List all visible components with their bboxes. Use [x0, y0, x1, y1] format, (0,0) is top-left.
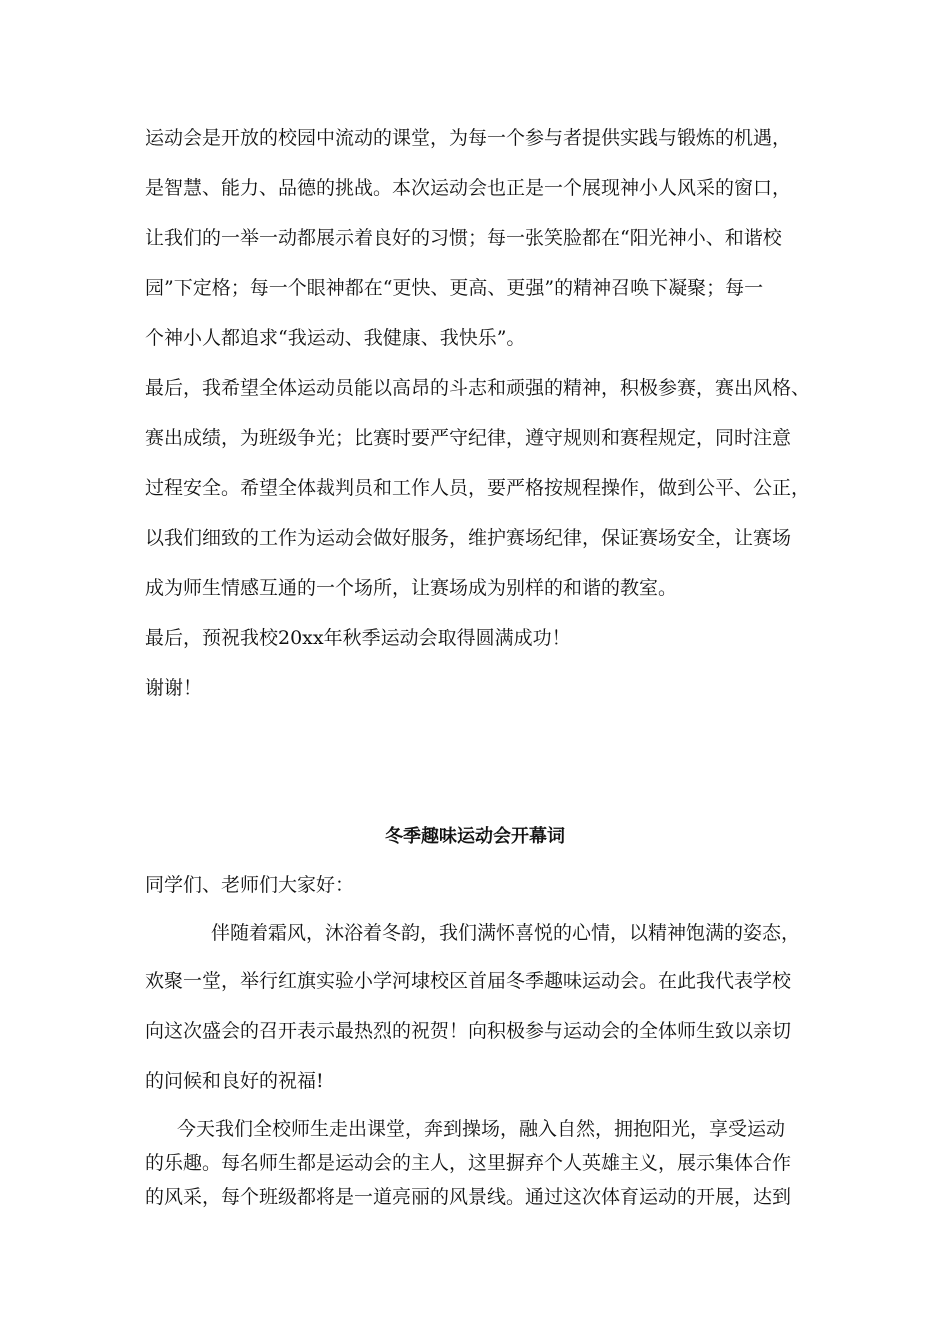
body-text-line: 的乐趣。每名师生都是运动会的主人，这里摒弃个人英雄主义，展示集体合作: [145, 1152, 792, 1174]
body-text-line: 今天我们全校师生走出课堂，奔到操场，融入自然，拥抱阳光，享受运动: [177, 1118, 786, 1140]
body-text-line: 以我们细致的工作为运动会做好服务，维护赛场纪律，保证赛场安全，让赛场: [145, 527, 792, 549]
section-title: 冬季趣味运动会开幕词: [385, 826, 565, 847]
body-text-line: 成为师生情感互通的一个场所，让赛场成为别样的和谐的教室。: [145, 577, 678, 599]
closing-wish: 最后，预祝我校20xx年秋季运动会取得圆满成功！: [145, 627, 571, 649]
body-text-line: 向这次盛会的召开表示最热烈的祝贺！向积极参与运动会的全体师生致以亲切: [145, 1020, 792, 1042]
body-text-line: 让我们的一举一动都展示着良好的习惯；每一张笑脸都在“阳光神小、和谐校: [145, 227, 782, 249]
body-text-line: 的问候和良好的祝福!: [145, 1070, 324, 1092]
body-text-line: 个神小人都追求“我运动、我健康、我快乐”。: [145, 327, 526, 349]
thanks-text: 谢谢！: [145, 677, 203, 699]
body-text-line: 是智慧、能力、品德的挑战。本次运动会也正是一个展现神小人风采的窗口，: [145, 177, 792, 199]
body-text-line: 赛出成绩，为班级争光；比赛时要严守纪律，遵守规则和赛程规定，同时注意: [145, 427, 792, 449]
greeting: 同学们、老师们大家好：: [145, 874, 355, 896]
body-text-line: 最后，我希望全体运动员能以高昂的斗志和顽强的精神，积极参赛，赛出风格、: [145, 377, 811, 399]
body-text-line: 伴随着霜风，沐浴着冬韵，我们满怀喜悦的心情，以精神饱满的姿态，: [211, 922, 801, 944]
body-text-line: 运动会是开放的校园中流动的课堂，为每一个参与者提供实践与锻炼的机遇，: [145, 127, 792, 149]
body-text-line: 园”下定格；每一个眼神都在“更快、更高、更强”的精神召唤下凝聚；每一: [145, 277, 764, 299]
body-text-line: 的风采，每个班级都将是一道亮丽的风景线。通过这次体育运动的开展，达到: [145, 1186, 792, 1208]
body-text-line: 过程安全。希望全体裁判员和工作人员，要严格按规程操作，做到公平、公正，: [145, 477, 811, 499]
body-text-line: 欢聚一堂，举行红旗实验小学河埭校区首届冬季趣味运动会。在此我代表学校: [145, 970, 792, 992]
